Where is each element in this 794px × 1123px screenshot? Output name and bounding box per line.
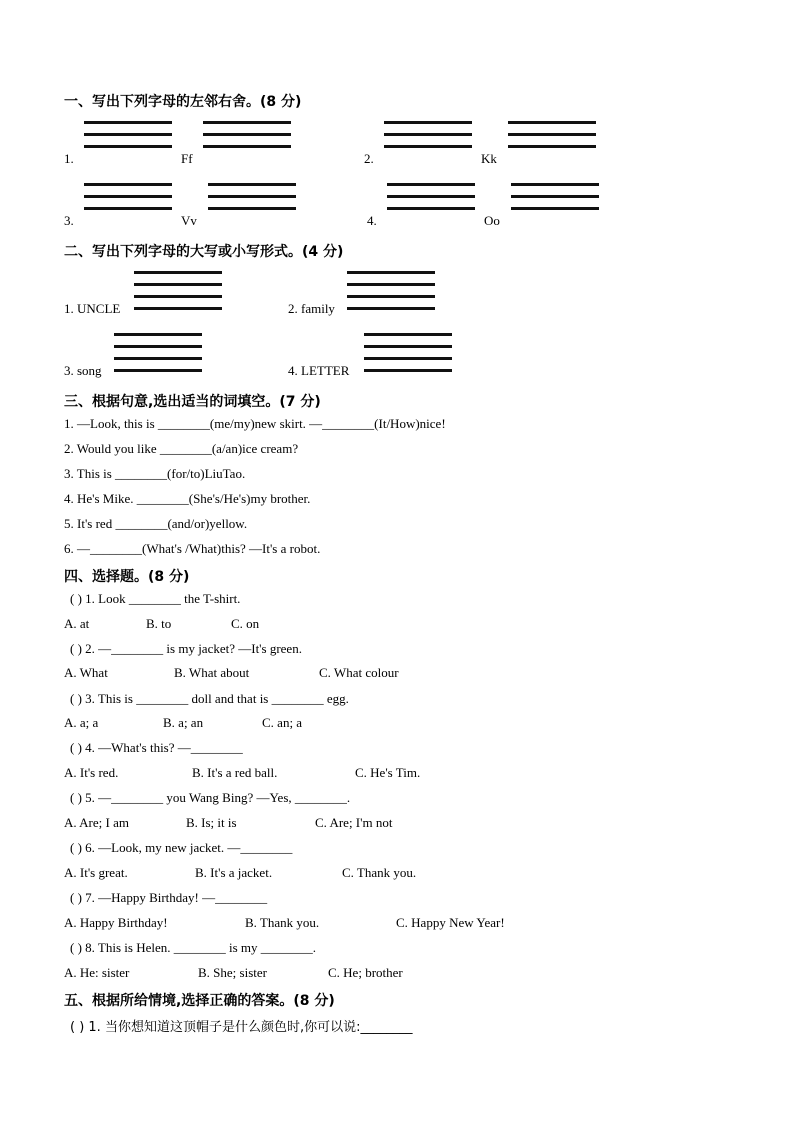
letter-pair: Kk [481, 151, 497, 166]
section-1-title: 一、写出下列字母的左邻右舍。(8 分) [64, 94, 302, 110]
option-c[interactable]: C. He's Tim. [355, 765, 421, 780]
option-c[interactable]: C. an; a [262, 715, 303, 730]
writing-lines[interactable] [134, 271, 222, 310]
question[interactable]: ( ) 5. —________ you Wang Bing? —Yes, ________. [70, 790, 351, 805]
section-2-title: 二、写出下列字母的大写或小写形式。(4 分) [64, 244, 344, 260]
option-b[interactable]: B. a; an [163, 715, 204, 730]
word-item: 3. song [64, 363, 102, 378]
letter-pair: Ff [181, 151, 193, 166]
item-number: 3. [64, 213, 74, 228]
fill-blank-line[interactable]: 2. Would you like ________(a/an)ice cream? [64, 441, 299, 456]
section-3-title: 三、根据句意,选出适当的词填空。(7 分) [64, 394, 321, 410]
item-number: 2. [364, 151, 374, 166]
writing-lines[interactable] [511, 183, 599, 210]
option-a[interactable]: A. at [64, 616, 90, 631]
option-c[interactable]: C. Happy New Year! [396, 915, 505, 930]
writing-lines[interactable] [84, 121, 172, 148]
item-number: 4. [367, 213, 377, 228]
writing-lines[interactable] [114, 333, 202, 372]
question[interactable]: ( ) 1. Look ________ the T-shirt. [70, 591, 241, 606]
section-4-title: 四、选择题。(8 分) [64, 569, 190, 585]
option-a[interactable]: A. It's red. [64, 765, 119, 780]
option-a[interactable]: A. a; a [64, 715, 99, 730]
option-c[interactable]: C. Thank you. [342, 865, 417, 880]
writing-lines[interactable] [84, 183, 172, 210]
option-b[interactable]: B. Thank you. [245, 915, 320, 930]
writing-lines[interactable] [208, 183, 296, 210]
option-b[interactable]: B. It's a jacket. [195, 865, 273, 880]
question[interactable]: ( ) 2. —________ is my jacket? —It's green. [70, 641, 302, 656]
writing-lines[interactable] [347, 271, 435, 310]
option-a[interactable]: A. He: sister [64, 965, 130, 980]
writing-lines[interactable] [384, 121, 472, 148]
option-c[interactable]: C. What colour [319, 665, 399, 680]
writing-lines[interactable] [203, 121, 291, 148]
option-b[interactable]: B. to [146, 616, 172, 631]
option-c[interactable]: C. Are; I'm not [315, 815, 393, 830]
option-c[interactable]: C. He; brother [328, 965, 403, 980]
option-a[interactable]: A. It's great. [64, 865, 128, 880]
word-item: 2. family [288, 301, 335, 316]
option-c[interactable]: C. on [231, 616, 260, 631]
word-item: 1. UNCLE [64, 301, 121, 316]
option-a[interactable]: A. Are; I am [64, 815, 129, 830]
writing-lines[interactable] [508, 121, 596, 148]
letter-pair: Vv [181, 213, 197, 228]
fill-blank-line[interactable]: 1. —Look, this is ________(me/my)new skirt. —________(It/How)nice! [64, 416, 446, 431]
fill-blank-line[interactable]: 5. It's red ________(and/or)yellow. [64, 516, 248, 531]
option-a[interactable]: A. Happy Birthday! [64, 915, 168, 930]
fill-blank-line[interactable]: 4. He's Mike. ________(She's/He's)my brother. [64, 491, 311, 506]
option-b[interactable]: B. She; sister [198, 965, 267, 980]
question[interactable]: ( ) 1. 当你想知道这顶帽子是什么颜色时,你可以说:________ [70, 1020, 413, 1035]
section-5-title: 五、根据所给情境,选择正确的答案。(8 分) [64, 993, 335, 1009]
question[interactable]: ( ) 7. —Happy Birthday! —________ [70, 890, 268, 905]
option-a[interactable]: A. What [64, 665, 108, 680]
letter-pair: Oo [484, 213, 500, 228]
question[interactable]: ( ) 8. This is Helen. ________ is my ________. [70, 940, 317, 955]
option-b[interactable]: B. What about [174, 665, 250, 680]
question[interactable]: ( ) 4. —What's this? —________ [70, 740, 243, 755]
item-number: 1. [64, 151, 74, 166]
fill-blank-line[interactable]: 6. —________(What's /What)this? —It's a robot. [64, 541, 321, 556]
question[interactable]: ( ) 6. —Look, my new jacket. —________ [70, 840, 293, 855]
writing-lines[interactable] [364, 333, 452, 372]
fill-blank-line[interactable]: 3. This is ________(for/to)LiuTao. [64, 466, 246, 481]
writing-lines[interactable] [387, 183, 475, 210]
question[interactable]: ( ) 3. This is ________ doll and that is ________ egg. [70, 691, 349, 706]
option-b[interactable]: B. It's a red ball. [192, 765, 278, 780]
word-item: 4. LETTER [288, 363, 350, 378]
option-b[interactable]: B. Is; it is [186, 815, 237, 830]
